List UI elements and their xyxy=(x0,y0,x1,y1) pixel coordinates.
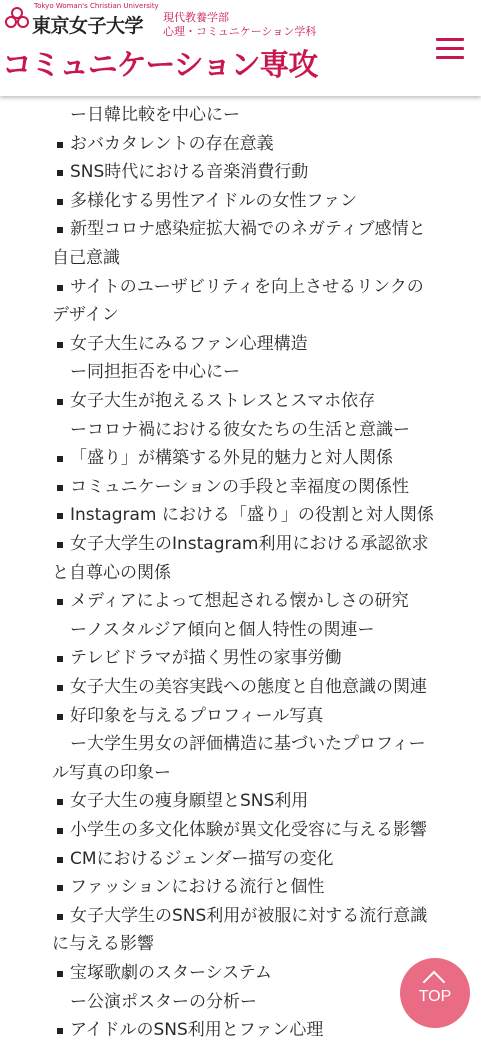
list-item xyxy=(0,1016,481,1045)
list-item-title: SNS時代における音楽消費行動 xyxy=(70,162,309,183)
list-item-title: 女子大生が抱えるストレスとスマホ依存 xyxy=(70,391,376,411)
list-item-title: 女子大学生のInstagram利用における承認欲求 xyxy=(70,534,429,554)
list-item xyxy=(0,587,481,616)
list-item xyxy=(0,444,481,473)
department-full-name: 心理・コミュニケーション学科 xyxy=(163,25,317,38)
list-item-title: 女子大生にみるファン心理構造 xyxy=(70,333,308,354)
list-item-title: 多様化する男性アイドルの女性ファン xyxy=(70,190,358,211)
site-header xyxy=(0,0,481,96)
list-item xyxy=(0,215,481,244)
list-item-title: テレビドラマが描く男性の家事労働 xyxy=(70,648,342,669)
back-to-top-button[interactable] xyxy=(400,958,470,1028)
list-item xyxy=(0,158,481,187)
list-item-title: CMにおけるジェンダー描写の変化 xyxy=(70,848,334,869)
list-item-title: メディアによって想起される懐かしさの研究 xyxy=(70,591,409,612)
list-item-subtitle: ーコロナ禍における彼女たちの生活と意識ー xyxy=(70,419,410,440)
list-item-title: 宝塚歌劇のスターシステム xyxy=(70,963,272,983)
list-item-title: 女子大学生のSNS利用が被服に対する流行意識 xyxy=(70,905,428,926)
list-item xyxy=(0,501,481,530)
list-item xyxy=(0,845,481,874)
list-item-subtitle: ー日韓比較を中心にー xyxy=(70,105,240,125)
list-item xyxy=(0,387,481,416)
list-item-continuation: と自尊心の関係 xyxy=(52,562,171,583)
list-item-continuation: デザイン xyxy=(52,305,119,326)
list-item-title: おバカタレントの存在意義 xyxy=(70,133,274,154)
list-item-title: 女子大生の痩身願望とSNS利用 xyxy=(70,791,309,812)
list-item xyxy=(0,873,481,902)
list-item xyxy=(0,330,481,359)
faculty-label xyxy=(163,11,316,39)
list-item-title: Instagram における「盛り」の役割と対人関係 xyxy=(70,505,434,526)
list-item-title: 「盛り」が構築する外見的魅力と対人関係 xyxy=(70,448,393,469)
list-item-title: 新型コロナ感染症拡大禍でのネガティブ感情と xyxy=(70,219,426,240)
list-item xyxy=(0,702,481,731)
list-item xyxy=(0,187,481,216)
list-item xyxy=(0,673,481,702)
faculty-name: 現代教養学部 xyxy=(163,11,229,24)
list-item-subtitle: ー公演ポスターの分析ー xyxy=(70,991,257,1012)
university-name-en: Tokyo Woman's Christian University xyxy=(34,2,159,10)
list-item xyxy=(0,473,481,502)
list-item-title: 好印象を与えるプロフィール写真 xyxy=(70,705,324,726)
list-item-title: サイトのユーザビリティを向上させるリンクの xyxy=(70,276,424,297)
list-item xyxy=(0,530,481,559)
university-logo-icon[interactable] xyxy=(4,6,30,32)
list-item-subtitle: ー大学生男女の評価構造に基づいたプロフィー xyxy=(70,734,426,755)
list-item xyxy=(0,130,481,159)
university-name[interactable]: 東京女子大学 xyxy=(32,15,144,37)
list-item-subtitle: ーノスタルジア傾向と個人特性の関連ー xyxy=(70,619,375,640)
list-item xyxy=(0,787,481,816)
page-title[interactable]: コミュニケーション専攻 xyxy=(2,48,317,83)
list-item-continuation: ル写真の印象ー xyxy=(52,762,171,783)
list-item-subtitle: ー同担拒否を中心にー xyxy=(70,362,240,383)
list-item xyxy=(0,902,481,931)
list-item-title: コミュニケーションの手段と幸福度の関係性 xyxy=(70,476,409,497)
list-item-title: 女子大生の美容実践への態度と自他意識の関連 xyxy=(70,677,427,697)
list-item-continuation: に与える影響 xyxy=(52,934,154,955)
list-item xyxy=(0,273,481,302)
hamburger-menu-icon[interactable] xyxy=(436,38,466,60)
list-item xyxy=(0,816,481,845)
list-item-title: 小学生の多文化体験が異文化受容に与える影響 xyxy=(70,820,427,840)
list-item xyxy=(0,644,481,673)
back-to-top-label: TOP xyxy=(418,988,452,1005)
list-item-title: ファッションにおける流行と個性 xyxy=(70,877,325,898)
list-item-title: アイドルのSNS利用とファン心理 xyxy=(70,1020,324,1041)
list-item-continuation: 自己意識 xyxy=(52,248,120,268)
